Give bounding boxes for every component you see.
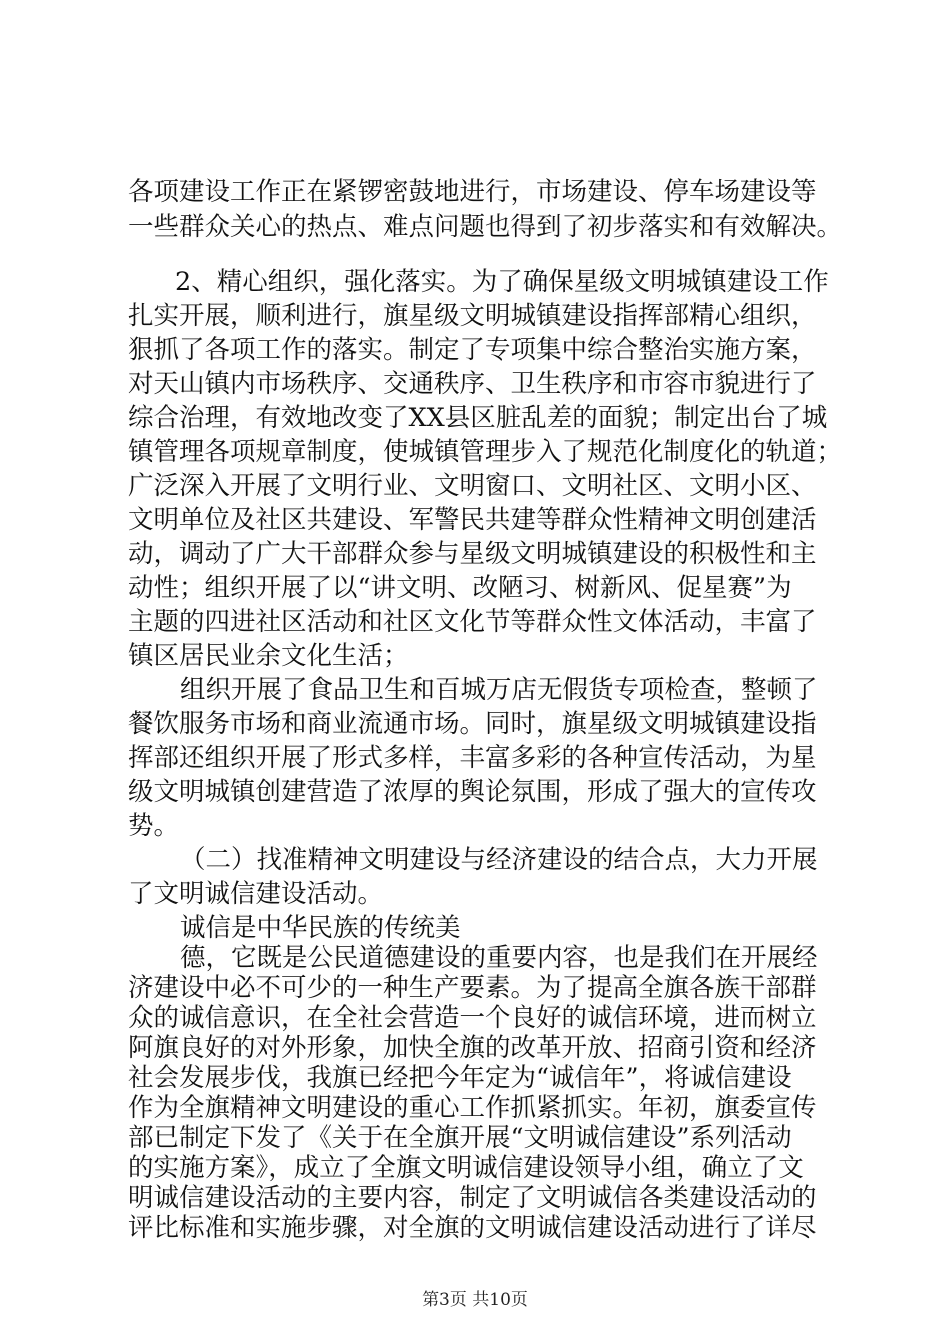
text-line: 挥部还组织开展了形式多样，丰富多彩的各种宣传活动，为星 xyxy=(128,743,817,773)
text-line: 评比标准和实施步骤，对全旗的文明诚信建设活动进行了详尽 xyxy=(128,1213,817,1243)
text-line: 主题的四进社区活动和社区文化节等群众性文体活动，丰富了 xyxy=(128,607,817,637)
section-heading: 了文明诚信建设活动。 xyxy=(128,879,384,909)
text-line: 各项建设工作正在紧锣密鼓地进行，市场建设、停车场建设等 xyxy=(128,177,817,207)
text-line: 狠抓了各项工作的落实。制定了专项集中综合整治实施方案， xyxy=(128,335,817,365)
text-line: 扎实开展，顺利进行，旗星级文明城镇建设指挥部精心组织， xyxy=(128,301,817,331)
text-line: 文明单位及社区共建设、军警民共建等群众性精神文明创建活 xyxy=(128,505,817,535)
text-line: 2、精心组织，强化落实。为了确保星级文明城镇建设工作 xyxy=(175,267,829,297)
text-line: 综合治理，有效地改变了XX县区脏乱差的面貌；制定出台了城 xyxy=(128,403,828,433)
text-line: 餐饮服务市场和商业流通市场。同时，旗星级文明城镇建设指 xyxy=(128,709,817,739)
text-line: 动，调动了广大干部群众参与星级文明城镇建设的积极性和主 xyxy=(128,539,817,569)
text-line: 众的诚信意识，在全社会营造一个良好的诚信环境，进而树立 xyxy=(128,1003,817,1033)
text-line: 镇管理各项规章制度，使城镇管理步入了规范化制度化的轨道； xyxy=(128,437,843,467)
text-line: 部已制定下发了《关于在全旗开展“文明诚信建设”系列活动 xyxy=(128,1123,792,1153)
text-line: 的实施方案》，成立了全旗文明诚信建设领导小组，确立了文 xyxy=(128,1153,804,1183)
text-line: 济建设中必不可少的一种生产要素。为了提高全旗各族干部群 xyxy=(128,973,817,1003)
text-line: 广泛深入开展了文明行业、文明窗口、文明社区、文明小区、 xyxy=(128,471,817,501)
text-line: 对天山镇内市场秩序、交通秩序、卫生秩序和市容市貌进行了 xyxy=(128,369,817,399)
text-line: 镇区居民业余文化生活； xyxy=(128,641,409,671)
text-line: 德，它既是公民道德建设的重要内容，也是我们在开展经 xyxy=(180,943,818,973)
section-heading: （二）找准精神文明建设与经济建设的结合点，大力开展 xyxy=(180,845,818,875)
text-line: 作为全旗精神文明建设的重心工作抓紧抓实。年初，旗委宣传 xyxy=(128,1093,817,1123)
text-line: 诚信是中华民族的传统美 xyxy=(180,913,461,943)
text-line: 社会发展步伐，我旗已经把今年定为“诚信年”，将诚信建设 xyxy=(128,1063,792,1093)
text-line: 势。 xyxy=(128,811,180,841)
page-number-footer: 第3页 共10页 xyxy=(422,1290,528,1310)
text-line: 阿旗良好的对外形象，加快全旗的改革开放、招商引资和经济 xyxy=(128,1033,817,1063)
text-line: 明诚信建设活动的主要内容，制定了文明诚信各类建设活动的 xyxy=(128,1183,817,1213)
text-line: 级文明城镇创建营造了浓厚的舆论氛围，形成了强大的宣传攻 xyxy=(128,777,817,807)
text-line: 一些群众关心的热点、难点问题也得到了初步落实和有效解决。 xyxy=(128,212,843,242)
text-line: 动性；组织开展了以“讲文明、改陋习、树新风、促星赛”为 xyxy=(128,573,792,603)
text-line: 组织开展了食品卫生和百城万店无假货专项检查，整顿了 xyxy=(180,675,818,705)
